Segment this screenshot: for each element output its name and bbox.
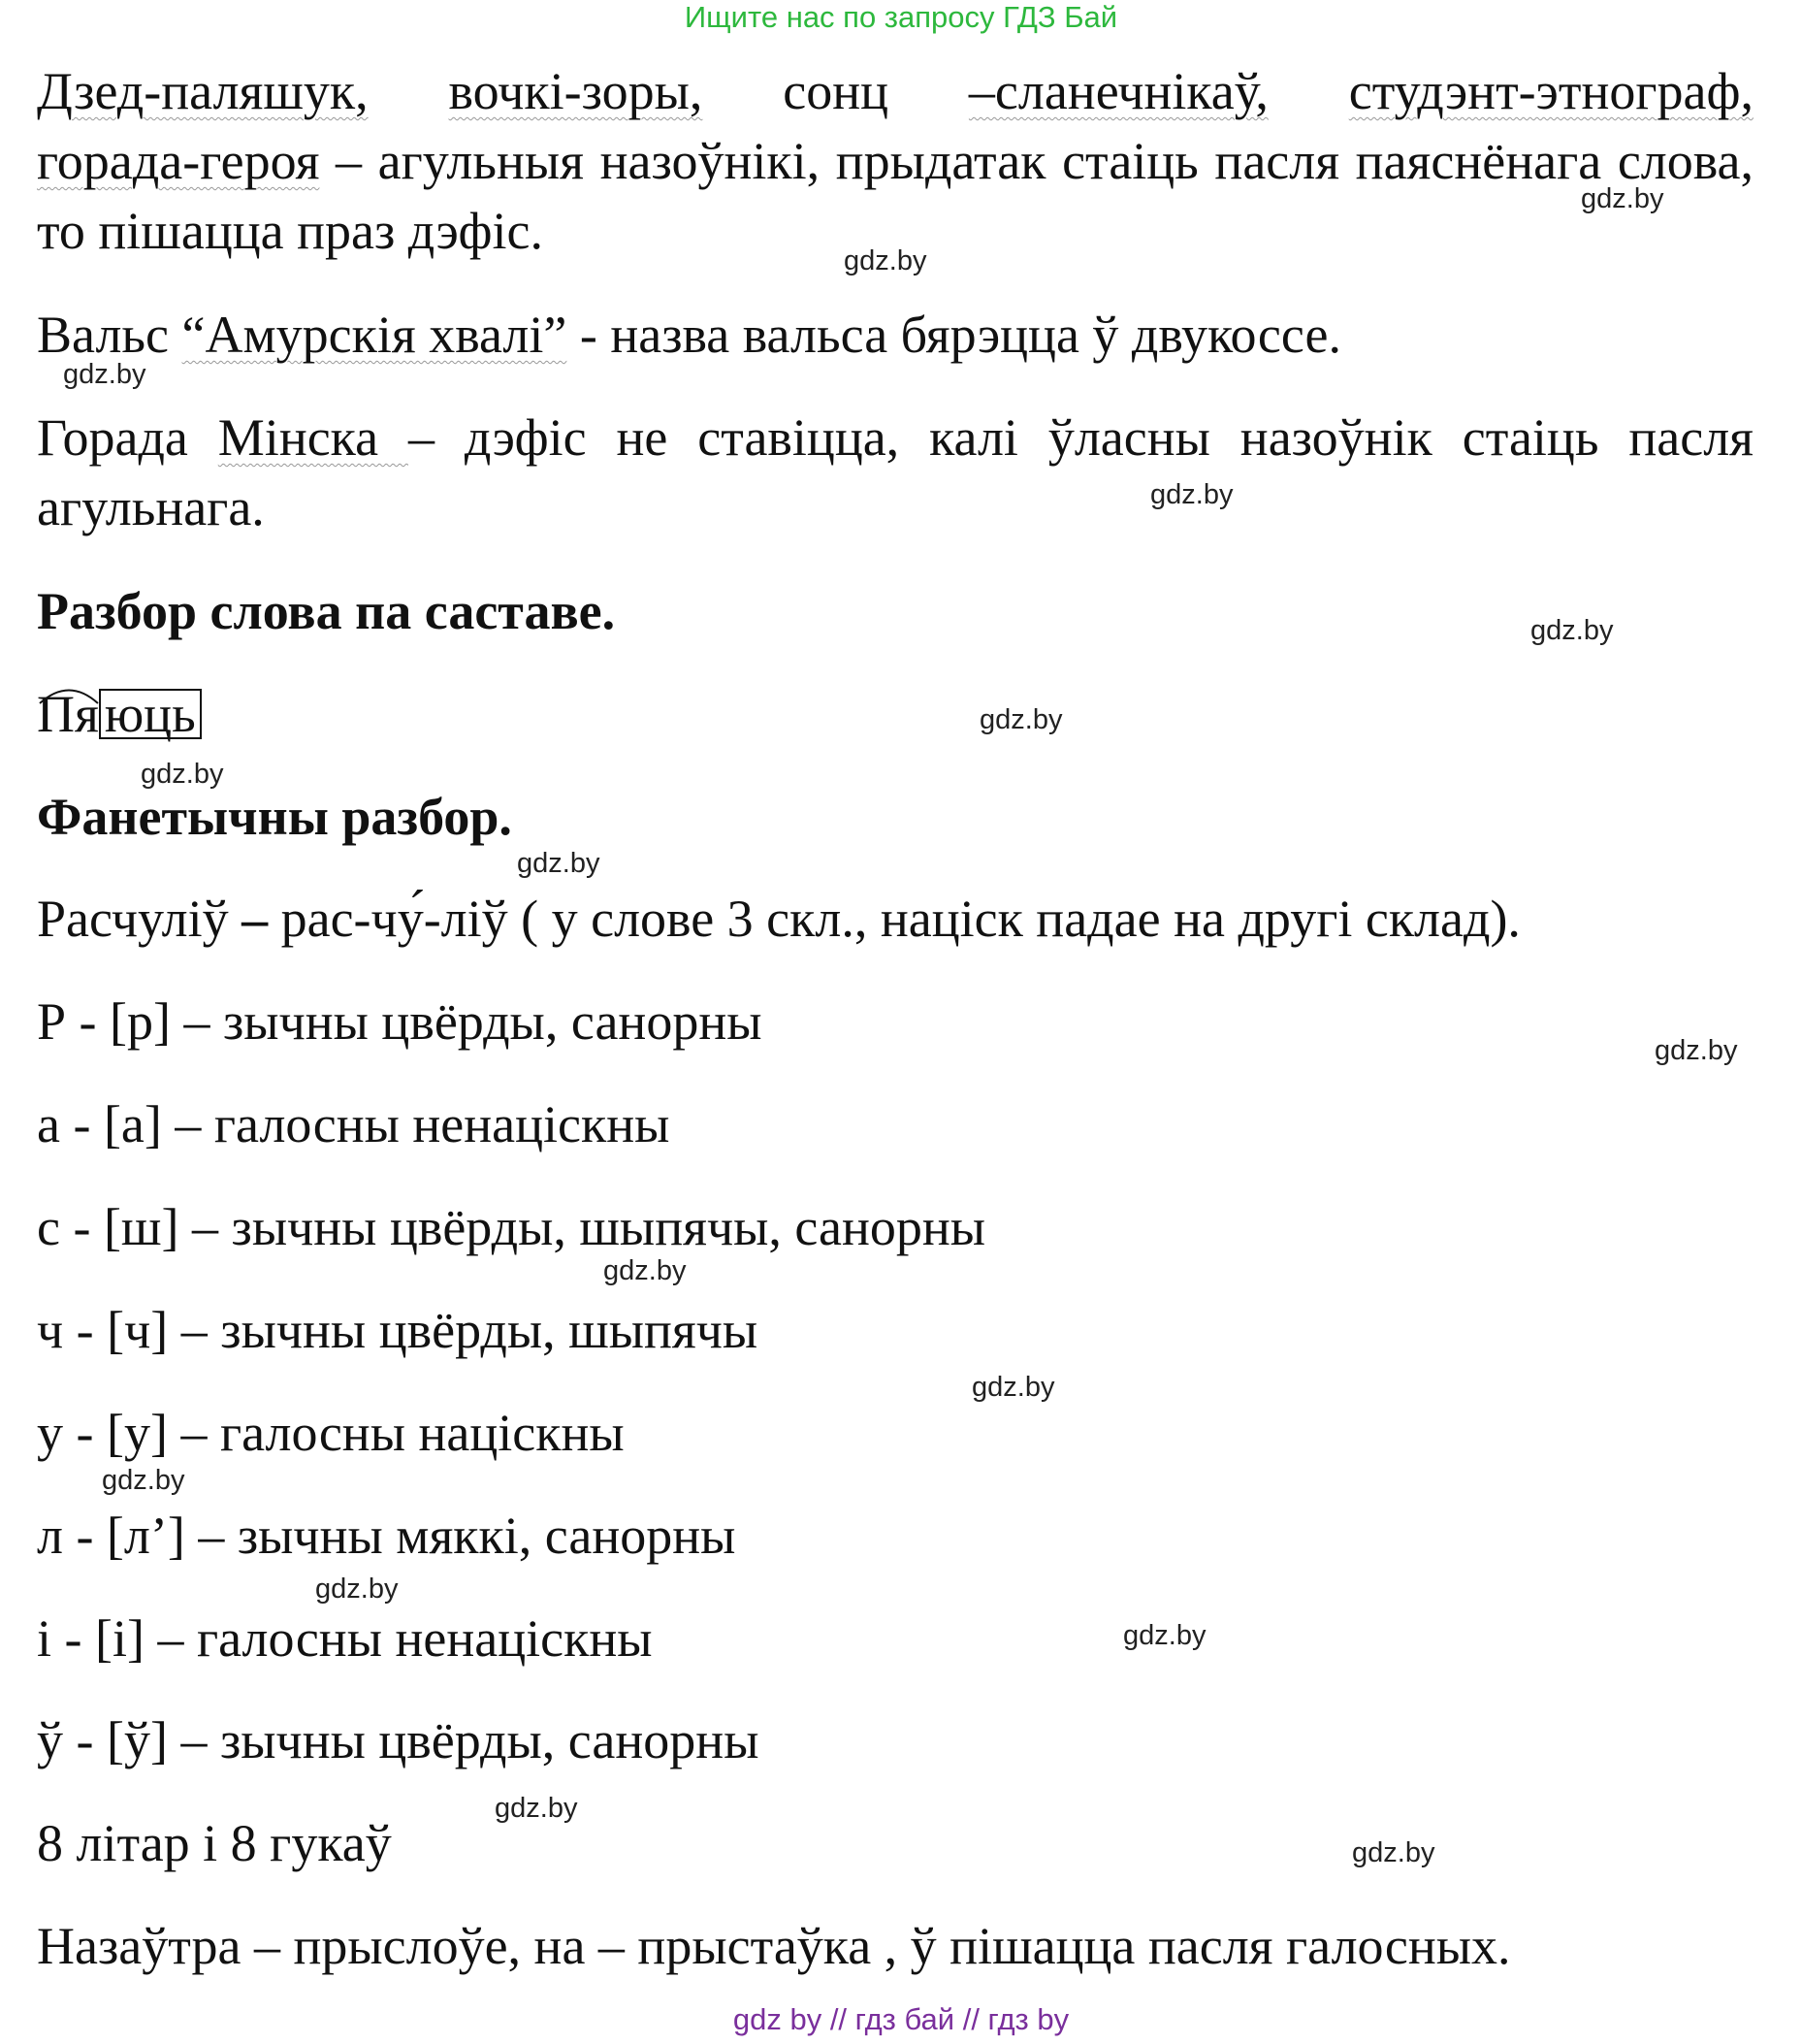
waltz-post: - назва вальса бярэцца ў двукоссе. <box>566 306 1341 364</box>
phoneme-line: у - [у] – галосны націскны <box>37 1404 625 1462</box>
word-gorada-geroya: горада-героя <box>37 132 320 190</box>
footer-links: gdz by // гдз бай // гдз by <box>732 2002 1070 2036</box>
phoneme-line: і - [і] – галосны ненаціскны <box>37 1609 653 1668</box>
watermark: gdz.by <box>1655 1035 1738 1066</box>
word-vochki-zory: вочкі-зоры, <box>448 62 703 120</box>
watermark: gdz.by <box>1352 1837 1435 1868</box>
waltz-title: “Амурскія хвалі” <box>181 306 567 364</box>
watermark: gdz.by <box>315 1574 399 1605</box>
watermark: gdz.by <box>1530 615 1614 646</box>
word-ending: юць <box>99 689 202 739</box>
header-banner: Ищите нас по запросу ГДЗ Бай <box>684 0 1118 34</box>
minsk-word: Мінска <box>217 408 408 467</box>
word-root <box>37 679 99 749</box>
word-slanechnikau: –сланечнікаў, <box>968 62 1269 120</box>
watermark: gdz.by <box>495 1793 578 1824</box>
adverb-prefix-note: Назаўтра – прыслоўе, на – прыстаўка , ў пішацца пасля галосных. <box>37 1917 1511 1975</box>
word-student-etnograf: студэнт-этнограф, <box>1348 62 1754 120</box>
minsk-post: – дэфіс не ставіцца, калі ўласны назоўнік стаіць пасля агульнага. <box>37 408 1754 536</box>
phonetic-syllables: рас-чу́-ліў ( у слове 3 скл., націск падае на другі склад). <box>268 890 1521 948</box>
watermark: gdz.by <box>1581 183 1664 214</box>
letters-sounds-summary: 8 літар і 8 гукаў <box>37 1814 392 1872</box>
phoneme-line: с - [ш] – зычны цвёрды, шыпячы, санорны <box>37 1198 986 1256</box>
watermark: gdz.by <box>141 759 224 790</box>
phonetic-word: Расчуліў <box>37 890 242 948</box>
watermark: gdz.by <box>63 359 146 390</box>
watermark: gdz.by <box>1123 1620 1207 1651</box>
watermark: gdz.by <box>972 1372 1055 1403</box>
paragraph-waltz <box>37 300 1341 370</box>
watermark: gdz.by <box>844 245 927 276</box>
minsk-pre: Горада <box>37 408 218 467</box>
watermark: gdz.by <box>1150 479 1234 510</box>
phoneme-line: ў - [ў] – зычны цвёрды, санорны <box>37 1711 759 1769</box>
word-sonc: сонц <box>783 62 889 120</box>
watermark: gdz.by <box>102 1465 185 1496</box>
root-arc-icon <box>37 683 101 704</box>
phoneme-line: л - [л’] – зычны мяккі, санорны <box>37 1507 736 1565</box>
paragraph-rest: – агульныя назоўнікі, прыдатак стаіць пасля паяснёнага слова, то пішацца праз дэфіс. <box>37 132 1754 260</box>
watermark: gdz.by <box>603 1255 687 1286</box>
phoneme-line: а - [а] – галосны ненаціскны <box>37 1095 670 1153</box>
heading-word-parse: Разбор слова па саставе. <box>37 582 616 640</box>
word-dzed-palyashuk: Дзед-паляшук, <box>37 62 369 120</box>
paragraph-first-line <box>37 56 1754 126</box>
phoneme-line: ч - [ч] – зычны цвёрды, шыпячы <box>37 1301 758 1359</box>
paragraph-appositives <box>37 56 1754 266</box>
word-parse <box>37 679 202 749</box>
phonetic-dash: – <box>241 890 269 948</box>
paragraph-minsk <box>37 403 1754 542</box>
phoneme-line: Р - [р] – зычны цвёрды, санорны <box>37 992 762 1051</box>
watermark: gdz.by <box>980 704 1063 735</box>
heading-phonetic: Фанетычны разбор. <box>37 788 512 846</box>
phonetic-intro <box>37 884 1521 954</box>
root-text: Пя <box>37 685 99 743</box>
waltz-pre: Вальс <box>37 306 182 364</box>
watermark: gdz.by <box>517 848 600 879</box>
